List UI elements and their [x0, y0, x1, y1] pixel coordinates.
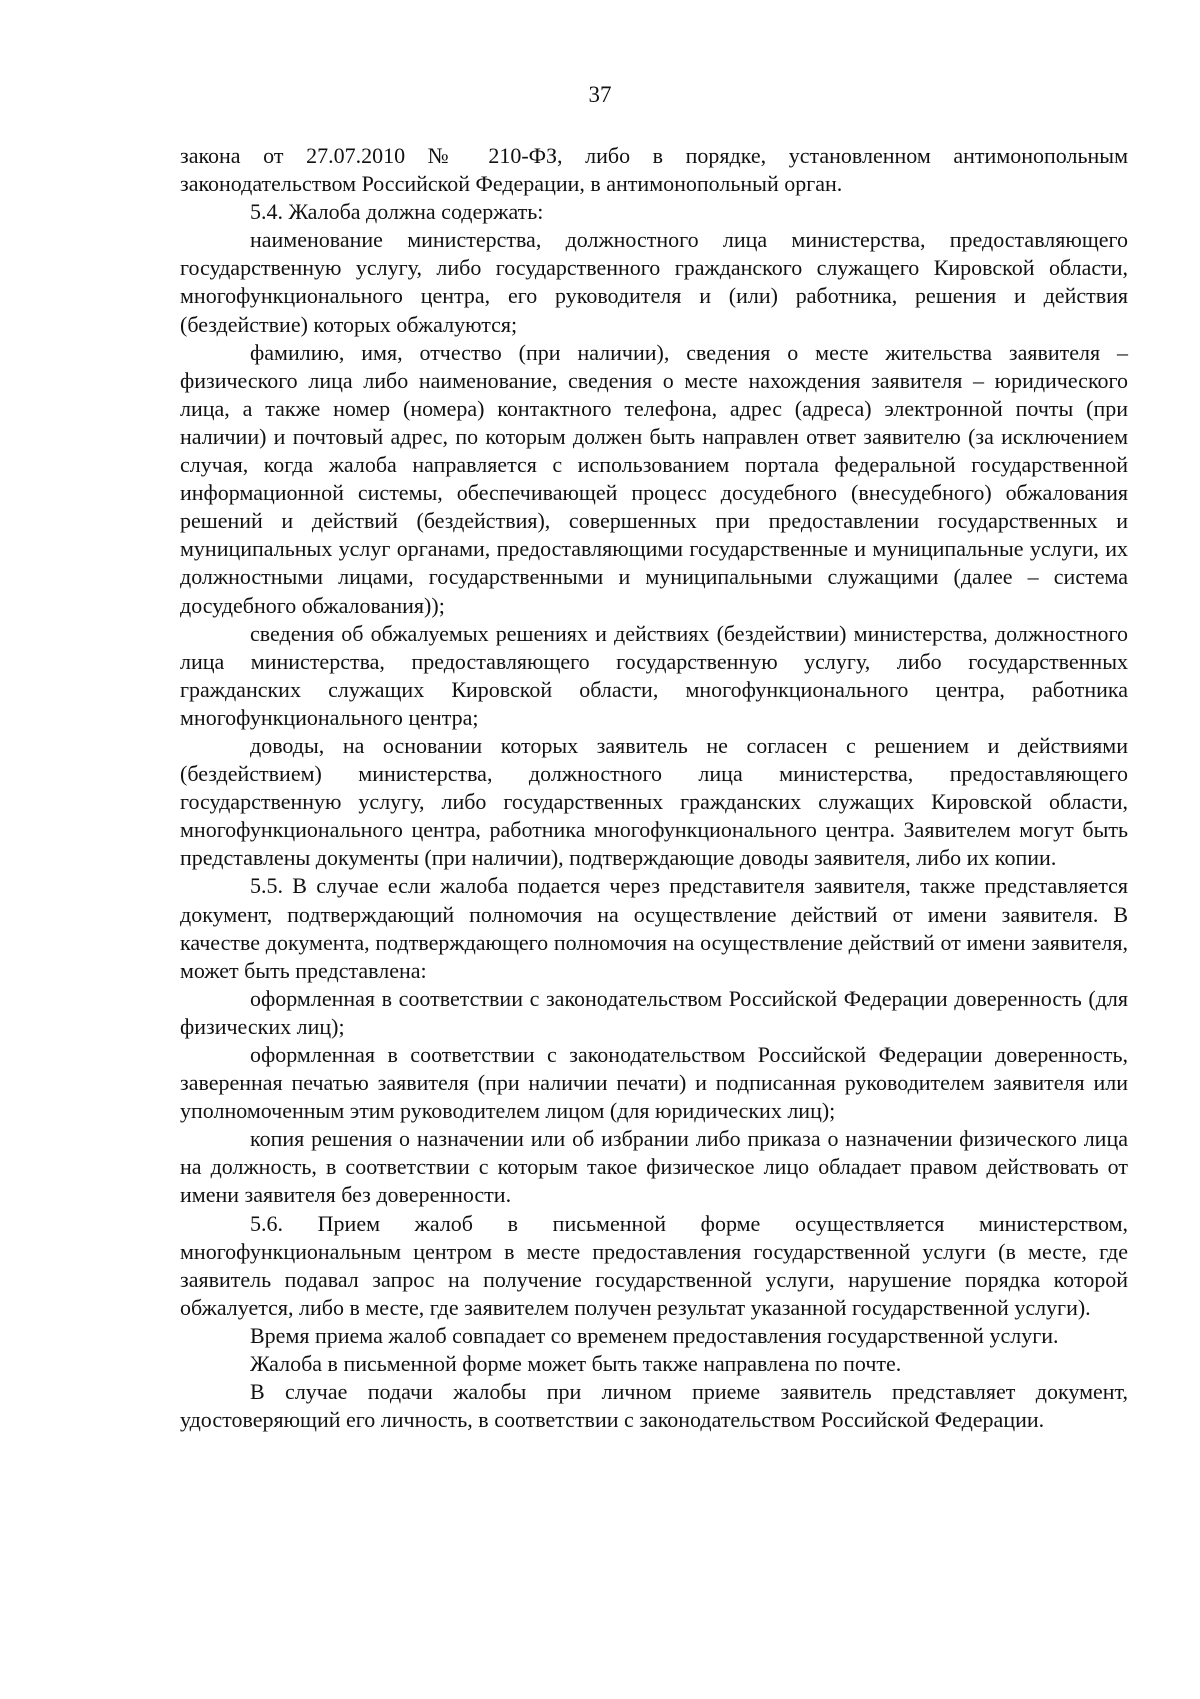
paragraph: 5.4. Жалоба должна содержать: [250, 199, 544, 225]
paragraph: сведения об обжалуемых решениях и действиях (бездействии) министерства, должностного лица министерства, предоставляющего государственную услугу, либо государственных гражданских служащих Кировской области, многофункционального центра, работника многофункционального центра; [180, 620, 1128, 730]
paragraph: копия решения о назначении или об избрании либо приказа о назначении физического лица на должность, в соответствии с которым такое физическое лицо обладает правом действовать от имени заявителя без доверенности. [180, 1126, 1128, 1208]
page-number: 37 [588, 82, 612, 107]
paragraph: оформленная в соответствии с законодательством Российской Федерации доверенность, заверенная печатью заявителя (при наличии печати) и подписанная руководителем заявителя или уполномоченным этим руководителем лицом (для юридических лиц); [180, 1042, 1128, 1124]
paragraph: Время приема жалоб совпадает со временем предоставления государственной услуги. [250, 1322, 1059, 1348]
paragraph: 5.6. Прием жалоб в письменной форме осуществляется министерством, многофункциональным центром в месте предоставления государственной услуги (в месте, где заявитель подавал запрос на получение государственной услуги, нарушение порядка которой обжалуется, либо в месте, где заявителем получен результат указанной государственной услуги). [180, 1210, 1128, 1320]
paragraph: наименование министерства, должностного лица министерства, предоставляющего государственную услугу, либо государственного гражданского служащего Кировской области, многофункционального центра, его руководителя и (или) работника, решения и действия (бездействие) которых обжалуются; [180, 227, 1128, 337]
paragraph: фамилию, имя, отчество (при наличии), сведения о месте жительства заявителя – физического лица либо наименование, сведения о месте нахождения заявителя – юридического лица, а также номер (номера) контактного телефона, адрес (адреса) электронной почты (при наличии) и почтовый адрес, по которым должен быть направлен ответ заявителю (за исключением случая, когда жалоба направляется с использованием портала федеральной государственной информационной системы, обеспечивающей процесс досудебного (внесудебного) обжалования решений и действий (бездействия), совершенных при предоставлении государственных и муниципальных услуг органами, предоставляющими государственные и муниципальные услуги, их должностными лицами, государственными и муниципальными служащими (далее – система досудебного обжалования)); [180, 339, 1128, 618]
paragraph: В случае подачи жалобы при личном приеме заявитель представляет документ, удостоверяющий его личность, в соответствии с законодательством Российской Федерации. [180, 1379, 1128, 1433]
paragraph: закона от 27.07.2010 № 210-ФЗ, либо в порядке, установленном антимонопольным законодательством Российской Федерации, в антимонопольный орган. [180, 143, 1128, 197]
paragraph: Жалоба в письменной форме может быть также направлена по почте. [250, 1351, 902, 1377]
paragraph: 5.5. В случае если жалоба подается через представителя заявителя, также представляется документ, подтверждающий полномочия на осуществление действий от имени заявителя. В качестве документа, подтверждающего полномочия на осуществление действий от имени заявителя, может быть представлена: [180, 873, 1128, 983]
document-body [180, 142, 1128, 1434]
paragraph: оформленная в соответствии с законодательством Российской Федерации доверенность (для физических лиц); [180, 985, 1128, 1039]
paragraph: доводы, на основании которых заявитель не согласен с решением и действиями (бездействием) министерства, должностного лица министерства, предоставляющего государственную услугу, либо государственных гражданских служащих Кировской области, многофункционального центра, работника многофункционального центра. Заявителем могут быть представлены документы (при наличии), подтверждающие доводы заявителя, либо их копии. [180, 732, 1128, 871]
